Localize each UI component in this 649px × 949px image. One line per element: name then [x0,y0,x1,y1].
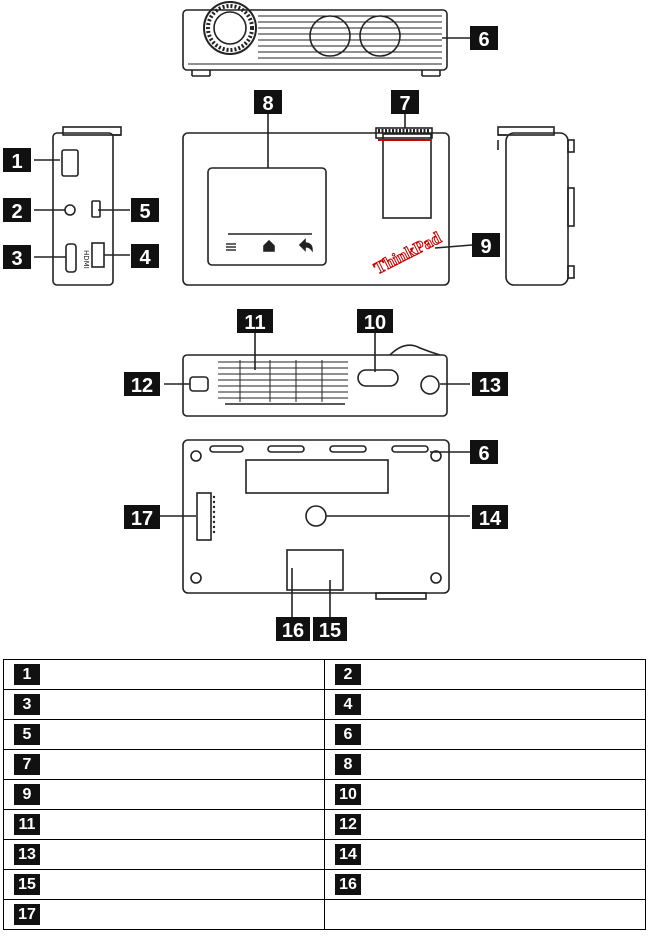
table-row [4,750,646,780]
back-icon [300,240,312,250]
menu-icon [226,244,236,250]
callout-7 [391,90,419,115]
legend-cell [4,690,325,720]
callout-15 [313,617,347,642]
svg-text:14: 14 [478,508,502,530]
callout-badge: 2 [335,664,361,685]
svg-text:1: 1 [11,151,23,173]
table-row [4,720,646,750]
callout-1 [3,148,31,173]
svg-text:13: 13 [478,375,502,397]
callout-4 [131,244,159,269]
table-row [4,660,646,690]
top-panel-view [183,110,472,285]
right-side-view [498,127,574,285]
callout-9 [472,233,500,258]
bottom-view [160,440,470,618]
callout-12 [124,372,160,397]
callout-2 [3,198,31,223]
hdmi-port-icon [66,244,76,272]
callout-badge: 4 [335,694,361,715]
ir-receiver-icon [421,376,439,394]
legend-cell [4,840,325,870]
hdmi-text: HDMI [82,250,90,269]
callout-13 [472,372,508,397]
legend-cell [4,750,325,780]
callout-6-bottom [470,440,498,465]
callout-badge: 14 [335,844,361,865]
audio-jack-icon [65,205,75,215]
svg-text:3: 3 [11,248,23,270]
usb-port-icon [62,150,78,176]
table-row [4,690,646,720]
callout-17 [124,505,160,530]
svg-text:6: 6 [478,443,490,465]
table-row [4,840,646,870]
back-view [164,332,470,416]
callout-badge: 12 [335,814,361,835]
svg-text:8: 8 [262,93,274,115]
legend-cell [4,720,325,750]
legend-cell [4,660,325,690]
callout-badge: 15 [14,874,40,895]
legend-cell [4,780,325,810]
tripod-mount-icon [306,506,326,526]
callout-badge: 17 [14,904,40,925]
svg-text:2: 2 [11,201,23,223]
callout-14 [472,505,508,530]
callout-legend-table [3,659,646,930]
callout-badge: 8 [335,754,361,775]
callout-10 [357,309,393,334]
callout-badge: 3 [14,694,40,715]
callout-8 [254,90,282,115]
legend-cell [4,810,325,840]
legend-cell [4,870,325,900]
callout-badge: 6 [335,724,361,745]
svg-text:11: 11 [244,312,266,334]
legend-cell [325,690,646,720]
callout-6-top [470,26,498,51]
legend-cell [325,840,646,870]
dc-in-icon [190,377,208,391]
callout-11 [237,309,273,334]
callout-16 [276,617,310,642]
table-row [4,900,646,930]
legend-cell [325,720,646,750]
callout-5 [131,198,159,223]
svg-text:17: 17 [130,508,154,530]
home-icon [264,241,274,251]
focus-wheel-slot [383,134,431,218]
top-view [183,2,470,76]
legend-cell [325,660,646,690]
vent-grille [218,360,348,402]
table-row [4,780,646,810]
legend-cell-empty [325,900,646,930]
focus-switch-icon [92,243,104,267]
legend-cell [325,870,646,900]
svg-text:4: 4 [139,247,151,269]
table-row [4,870,646,900]
callout-badge: 9 [14,784,40,805]
callout-3 [3,245,31,270]
svg-text:5: 5 [139,201,151,223]
legend-cell [4,900,325,930]
power-button [358,370,398,386]
callout-badge: 7 [14,754,40,775]
left-side-view [34,127,130,285]
svg-text:9: 9 [480,236,492,258]
callout-badge: 5 [14,724,40,745]
callout-badge: 11 [14,814,40,835]
mini-usb-port-icon [92,201,100,217]
callout-badge: 1 [14,664,40,685]
svg-text:7: 7 [399,93,411,115]
svg-text:12: 12 [130,375,154,397]
svg-text:6: 6 [478,29,490,51]
svg-text:16: 16 [281,620,305,642]
thinkpad-logo: ThinkPad [370,228,445,279]
legend-cell [325,780,646,810]
legend-cell [325,750,646,780]
pogo-connector-icon [197,493,211,540]
svg-text:15: 15 [318,620,342,642]
callout-badge: 16 [335,874,361,895]
callout-badge: 10 [335,784,361,805]
pogo-pins [213,496,215,533]
table-row [4,810,646,840]
legend-cell [325,810,646,840]
svg-text:10: 10 [363,312,387,334]
callout-badge: 13 [14,844,40,865]
stand-slot [287,550,343,590]
